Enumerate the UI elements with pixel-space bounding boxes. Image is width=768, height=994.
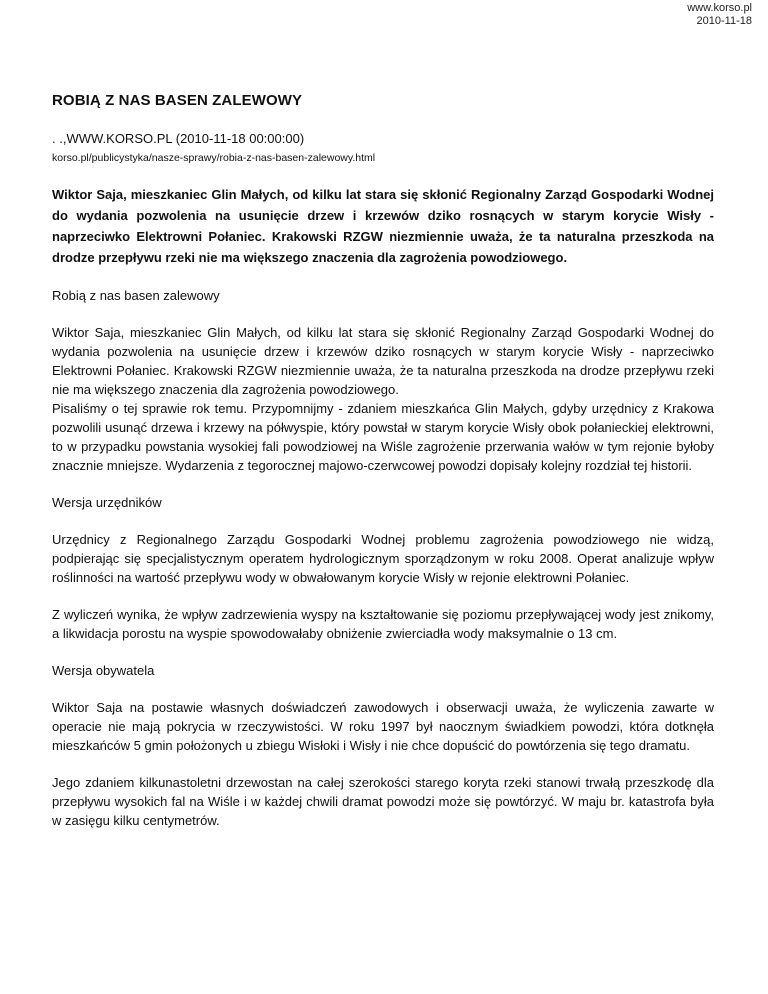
paragraph-1: Wiktor Saja, mieszkaniec Glin Małych, od kilku lat stara się skłonić Regionalny Zarząd Gospodarki Wodnej do wydania pozwolenia na usunięcie drzew i krzewów dziko rosnących w starym korycie Wisły - naprzeciwko Elektrowni Połaniec. Krakowski RZGW niezmiennie uważa, że ta naturalna przeszkoda na drodze przepływu rzeki nie ma większego znaczenia dla zagrożenia powodziowego.: [52, 325, 714, 397]
section-heading-2: Wersja obywatela: [52, 663, 155, 678]
paragraph-2: Pisaliśmy o tej sprawie rok temu. Przypomnijmy - zdaniem mieszkańca Glin Małych, gdyby urzędnicy z Krakowa pozwolili usunąć drzewa i krzewy na półwyspie, który powstał w starym korycie Wisły obok połanieckiej elektrowni, to w przypadku powstania wysokiej fali powodziowej na Wiśle zagrożenie przerwania wałów w tym rejonie byłoby znacznie mniejsze. Wydarzenia z tegorocznej majowo-czerwcowej powodzi dopisały kolejny rozdział tej historii.: [52, 401, 714, 473]
paragraph-6: Jego zdaniem kilkunastoletni drzewostan na całej szerokości starego koryta rzeki stanowi trwałą przeszkodę dla przepływu wysokich fal na Wiśle i w każdej chwili dramat powodzi może się powtórzyć. W maju br. katastrofa była w zasięgu kilku centymetrów.: [52, 775, 714, 828]
article-url: korso.pl/publicystyka/nasze-sprawy/robia-z-nas-basen-zalewowy.html: [52, 152, 376, 164]
article-lead: Wiktor Saja, mieszkaniec Glin Małych, od kilku lat stara się skłonić Regionalny Zarząd Gospodarki Wodnej do wydania pozwolenia na usunięcie drzew i krzewów dziko rosnących w starym korycie Wisły - naprzeciwko Elektrowni Połaniec. Krakowski RZGW niezmiennie uważa, że ta naturalna przeszkoda na drodze przepływu rzeki nie ma większego znaczenia dla zagrożenia powodziowego.: [52, 187, 714, 265]
paragraph-5: Wiktor Saja na postawie własnych doświadczeń zawodowych i obserwacji uważa, że wyliczenia zawarte w operacie nie mają pokrycia w rzeczywistości. W roku 1997 był naocznym świadkiem powodzi, która dotknęła mieszkańców 5 gmin położonych u zbiegu Wisłoki i Wisły i nie chce dopuścić do powtórzenia się tego dramatu.: [52, 700, 714, 753]
date-label: 2010-11-18: [696, 15, 752, 27]
article-subtitle: Robią z nas basen zalewowy: [52, 288, 220, 303]
article: [52, 92, 714, 848]
article-meta: . .,WWW.KORSO.PL (2010-11-18 00:00:00): [52, 131, 305, 146]
paragraph-3: Urzędnicy z Regionalnego Zarządu Gospodarki Wodnej problemu zagrożenia powodziowego nie widzą, podpierając się specjalistycznym operatem hydrologicznym sporządzonym w roku 2008. Operat analizuje wpływ roślinności na wartość przepływu wody w obwałowanym korycie Wisły w rejonie elektrowni Połaniec.: [52, 532, 714, 585]
section-heading-1: Wersja urzędników: [52, 495, 162, 510]
page-header: [687, 2, 752, 28]
site-label: www.korso.pl: [687, 2, 752, 14]
paragraph-4: Z wyliczeń wynika, że wpływ zadrzewienia wyspy na kształtowanie się poziomu przepływającej wody jest znikomy, a likwidacja porostu na wyspie spowodowałaby obniżenie zwierciadła wody maksymalnie o 13 cm.: [52, 607, 714, 641]
article-title: ROBIĄ Z NAS BASEN ZALEWOWY: [52, 92, 303, 109]
